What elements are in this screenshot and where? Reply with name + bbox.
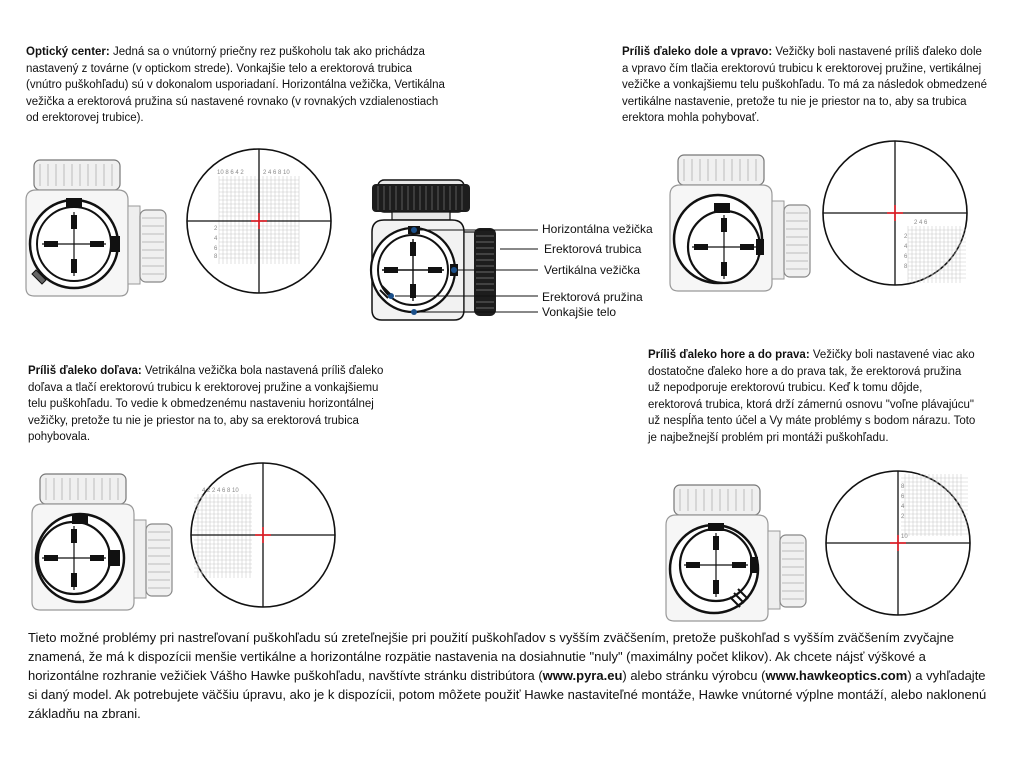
label-horizontal-turret: Horizontálna vežička: [542, 222, 653, 236]
section-down-right-text: [622, 44, 990, 127]
tick-label: 2: [901, 514, 905, 520]
section-left-text: [28, 363, 400, 446]
label-erector-tube: Erektorová trubica: [544, 242, 642, 256]
reticle-down-right: [820, 138, 970, 288]
section-down-right-title: Príliš ďaleko dole a vpravo:: [622, 46, 773, 58]
tick-label: 4: [214, 236, 218, 242]
section-up-right-text: [648, 347, 976, 446]
tick-label: 8: [904, 264, 908, 270]
tick-label: 10 8 6 4 2: [217, 170, 244, 176]
label-erector-spring: Erektorová pružina: [542, 290, 643, 304]
tick-label: 4 2 2 4 6 8 10: [202, 488, 239, 494]
reticle-left: [188, 460, 338, 610]
tick-label: 4: [904, 244, 908, 250]
section-left-body: Vetrikálna vežička bola nastavená príliš ďaleko doľava a tlačí erektorovú trubicu k erektorovej pružine a vonkajšiemu telu puškohľadu. To vedie k obmedzenému nastaveniu horizontálnej vežičky, pretože tu nie je priestor na to, aby sa erektorová trubica pohybovala.: [28, 365, 384, 443]
scope-body-center: [24, 160, 164, 300]
label-outer-body: Vonkajšie telo: [542, 305, 617, 319]
tick-label: 8: [901, 484, 905, 490]
tick-label: 8: [214, 254, 218, 260]
section-center-title: Optický center:: [26, 46, 110, 58]
scope-body-up-right: [664, 485, 804, 625]
tick-label: 2: [904, 234, 908, 240]
tick-label: 4: [901, 504, 905, 510]
label-vertical-turret: Vertikálna vežička: [544, 263, 641, 277]
tick-label: 6: [901, 494, 905, 500]
footer-text-1: Tieto možné problémy pri nastreľovaní puškohľadu sú zreteľnejšie pri použití puškohľadov s vyšším zväčšením, pretože puškohľad s vyšším zväčšením zvyčajne znamená, že má k dispozícii menšie vertikálne a horizontálne rozpätie nastavenia na dosiahnutie "nuly" (maximálny počet klikov). Ak chcete nájsť výškové a horizontálne rozhranie vežičiek Vášho Hawke puškohľadu, navštívte stránku distribútora (: [28, 630, 954, 683]
reticle-center: [184, 146, 334, 296]
tick-label: 10: [901, 534, 908, 540]
footer-text-2: ) alebo stránku výrobcu (: [622, 668, 766, 683]
tick-label: 2 4 6 8 10: [263, 170, 290, 176]
scope-center-illustration: [368, 170, 518, 330]
section-up-right-body: Vežičky boli nastavené viac ako dostatočne ďaleko hore a do prava tak, že erektorová pružina už nepodporuje erektorovú trubicu. Keď k tomu dôjde, erektorová trubica, ktorá drží zámernú osnovu "voľne plávajúcu" už nespĺňa tento účel a Vy máte problémy s bodom nárazu. Toto je najbežnejší problém pri montáži puškohľadu.: [648, 349, 976, 444]
section-left-title: Príliš ďaleko doľava:: [28, 365, 142, 377]
scope-body-down-right: [668, 155, 808, 295]
tick-label: 6: [214, 246, 218, 252]
footer-paragraph: [28, 628, 998, 723]
section-down-right-body: Vežičky boli nastavené príliš ďaleko dole a vpravo čím tlačia erektorovú trubicu k erektorovej pružine, vertikálnej vežičke a vonkajšiemu telu puškohľadu. To má za následok obmedzené vertikálne nastavenie, pretože tu nie je priestor na to, aby sa trubica erektora mohla pohybovať.: [622, 46, 987, 124]
footer-text-3: ) a vyhľadajte si daný model. Ak potrebujete väčšiu úpravu, ako je k dispozícii, potom môžete použiť Hawke nastaviteľné montáže, Hawke vnútorné výplne montáží, alebo naklonenú základňu na zbrani.: [28, 668, 987, 721]
tick-label: 2 4 6: [914, 220, 928, 226]
section-up-right-title: Príliš ďaleko hore a do prava:: [648, 349, 810, 361]
section-center-text: [26, 44, 446, 127]
distributor-link[interactable]: www.pyra.eu: [542, 668, 623, 683]
manufacturer-link[interactable]: www.hawkeoptics.com: [765, 668, 908, 683]
scope-body-left: [30, 474, 170, 614]
tick-label: 6: [904, 254, 908, 260]
section-center-body: Jedná sa o vnútorný priečny rez puškoholu tak ako prichádza nastavený z továrne (v optickom strede). Vonkajšie telo a erektorová trubica (vnútro puškohľadu) sú v dokonalom usporiadaní. Horizontálna vežička, Vertikálna vežička a erektorová pružina sú nastavené rovnako (v rovnakých vzdialenostiach od erektorovej trubice).: [26, 46, 445, 124]
tick-label: 2: [214, 226, 218, 232]
reticle-up-right: [823, 468, 973, 618]
